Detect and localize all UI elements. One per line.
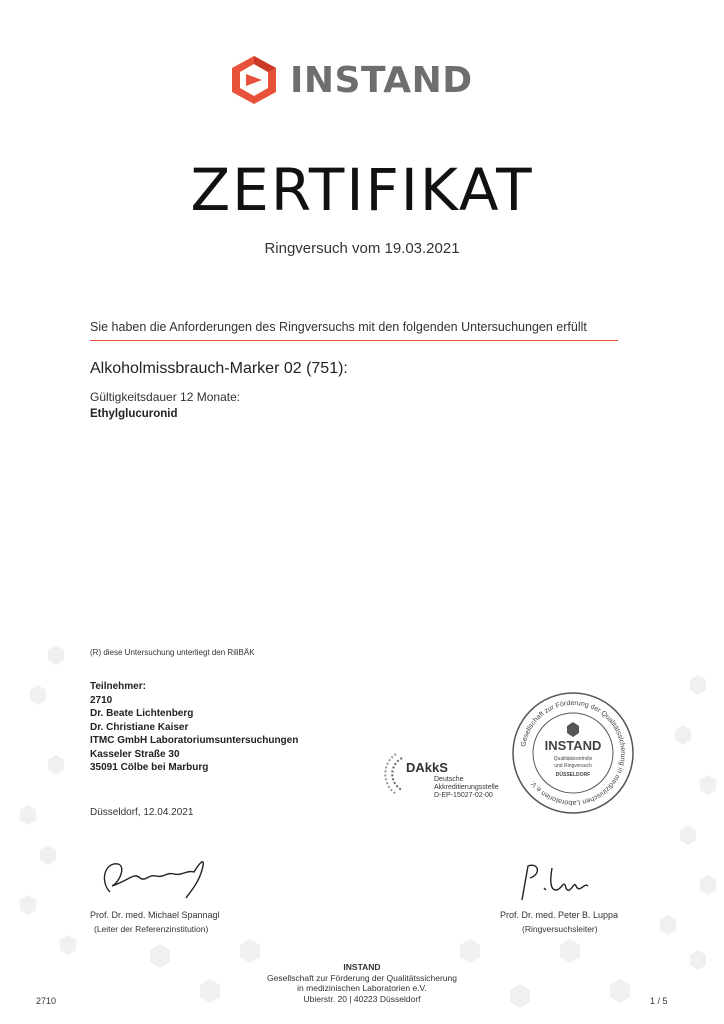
dakks-line: Akkreditierungsstelle <box>434 784 499 791</box>
participant-block <box>90 680 298 775</box>
exam-title: Alkoholmissbrauch-Marker 02 (751): <box>90 360 348 377</box>
seal-ring-text: Gesellschaft zur Förderung der Qualitätssicherung in medizinischen Laboratorien e.V. <box>520 699 627 807</box>
participant-line: Kasseler Straße 30 <box>90 748 180 760</box>
certificate-subtitle: Ringversuch vom 19.03.2021 <box>264 240 460 257</box>
footer-line: in medizinischen Laboratorien e.V. <box>297 983 427 993</box>
participant-line: 35091 Cölbe bei Marburg <box>90 762 209 773</box>
dakks-mark: DAkkS <box>406 760 448 775</box>
svg-text:Gesellschaft zur Förderung der <box>520 700 626 806</box>
seal-name: INSTAND <box>544 738 602 753</box>
signer-left-role: (Leiter der Referenzinstitution) <box>94 924 209 934</box>
place-date: Düsseldorf, 12.04.2021 <box>90 807 194 818</box>
signer-right-name: Prof. Dr. med. Peter B. Luppa <box>500 910 619 920</box>
footer-name: INSTAND <box>343 962 381 972</box>
page-id: 2710 <box>36 996 57 1006</box>
participant-line: Dr. Christiane Kaiser <box>90 721 189 733</box>
participant-line: ITMC GmbH Laboratoriumsuntersuchungen <box>90 735 299 746</box>
signer-right-role: (Ringversuchsleiter) <box>522 924 598 934</box>
dakks-line: D-EP-15027-02-00 <box>434 792 493 799</box>
signature-right <box>516 860 596 904</box>
signer-left-name: Prof. Dr. med. Michael Spannagl <box>90 910 220 920</box>
seal-line2: und Ringversuch <box>554 763 592 769</box>
seal-line1: Qualitätskontrolle <box>553 756 593 762</box>
instand-logo <box>228 52 498 108</box>
divider-line <box>90 340 618 341</box>
rilibaek-note: (R) diese Untersuchung unterliegt den RiliBÄK <box>90 648 255 657</box>
participant-line: Dr. Beate Lichtenberg <box>90 708 194 719</box>
footer-line: Gesellschaft zur Förderung der Qualitätssicherung <box>267 972 457 983</box>
footer-line: Ubierstr. 20 | 40223 Düsseldorf <box>303 993 421 1004</box>
page-number: 1 / 5 <box>650 996 668 1006</box>
validity-text: Gültigkeitsdauer 12 Monate: <box>90 390 241 404</box>
intro-text: Sie haben die Anforderungen des Ringversuchs mit den folgenden Untersuchungen erfüllt <box>90 320 587 334</box>
dakks-text <box>434 776 499 800</box>
dakks-line: Deutsche <box>434 776 464 783</box>
instand-logo-icon <box>228 54 280 106</box>
analyte-name: Ethylglucuronid <box>90 408 178 420</box>
seal-city: DÜSSELDORF <box>555 772 591 778</box>
certificate-title: ZERTIFIKAT <box>190 156 534 224</box>
participant-line: 2710 <box>90 694 113 706</box>
instand-seal-stamp <box>510 690 636 816</box>
participant-label: Teilnehmer: <box>90 681 146 692</box>
logo-text: INSTAND <box>290 59 473 101</box>
signature-left <box>90 852 220 904</box>
footer <box>0 962 724 1004</box>
